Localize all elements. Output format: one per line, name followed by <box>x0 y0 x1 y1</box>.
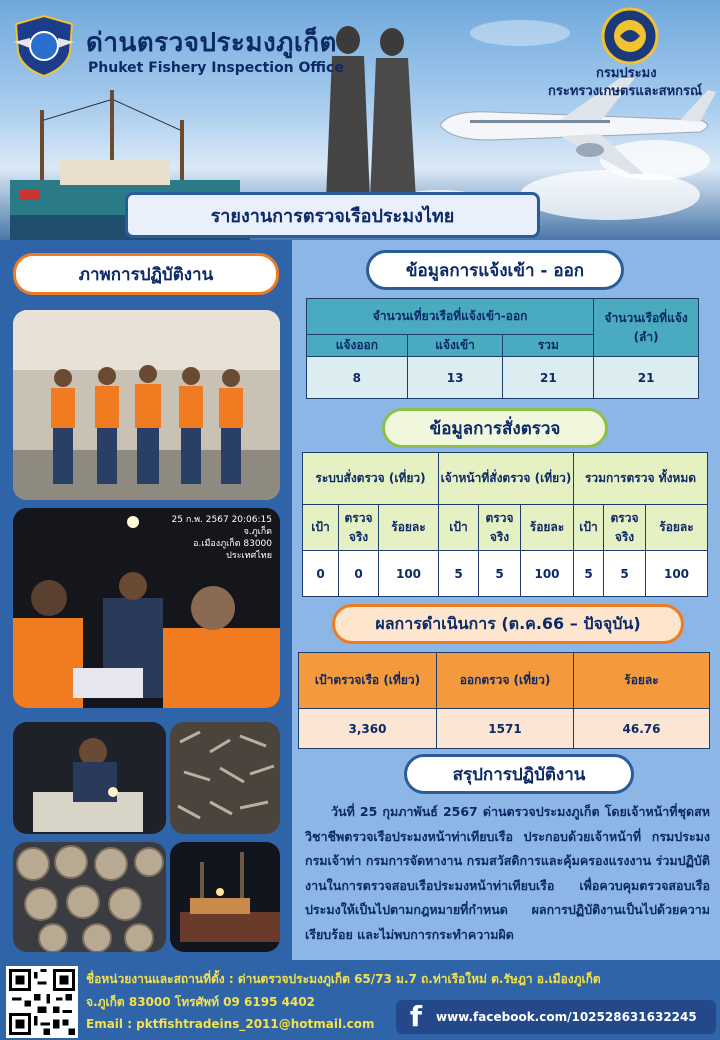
facebook-icon: f <box>409 1000 423 1033</box>
results-target-header: เป้าตรวจเรือ (เที่ยว) <box>299 653 437 709</box>
results-percent-header: ร้อยละ <box>574 653 710 709</box>
report-title: รายงานการตรวจเรือประมงไทย <box>125 192 540 238</box>
office-name-english: Phuket Fishery Inspection Office <box>88 60 344 76</box>
photo-section-title: ภาพการปฏิบัติงาน <box>13 253 279 295</box>
orders-table <box>302 452 708 597</box>
notification-total-value: 21 <box>503 357 594 399</box>
notification-group-header: จำนวนเที่ยวเรือที่แจ้งเข้า-ออก <box>307 299 594 335</box>
photo-location-province: จ.ภูเก็ต <box>243 527 272 537</box>
orders-officer-actual-header: ตรวจ จริง <box>479 505 521 551</box>
orders-total-percent-header: ร้อยละ <box>646 505 708 551</box>
results-section-title: ผลการดำเนินการ (ต.ค.66 – ปัจจุบัน) <box>332 604 684 644</box>
results-inspected-value: 1571 <box>437 709 574 749</box>
results-percent-value: 46.76 <box>574 709 710 749</box>
orders-system-actual: 0 <box>339 551 379 597</box>
orders-total-target-header: เป้า <box>574 505 604 551</box>
orders-officer-target-header: เป้า <box>439 505 479 551</box>
summary-text: วันที่ 25 กุมภาพันธ์ 2567 ด่านตรวจประมงภูเก็ต โดยเจ้าหน้าที่ชุดสหวิชาชีพตรวจเรือประมงหน้าท่าเทียบเรือ ประกอบด้วยเจ้าหน้าที่ กรมประมง กรมเจ้าท่า กรมการจัดหางาน กรมสวัสดิการและคุ้มครองแรงงาน ร่วมปฏิบัติงานในการตรวจสอบเรือประมงหน้าท่าเทียบเรือ เพื่อควบคุมตรวจสอบเรือประมงให้เป็นไปตามกฎหมายที่กำหนด ผลการปฏิบัติงานเป็นไปด้วยความเรียบร้อย และไม่พบการกระทำความผิด <box>305 804 710 942</box>
ministry-name: กระทรวงเกษตรและสหกรณ์ <box>548 84 703 99</box>
photo-boat-night <box>170 842 280 952</box>
notification-out-value: 8 <box>307 357 408 399</box>
orders-total-actual-header: ตรวจ จริง <box>604 505 646 551</box>
photo-timestamp: 25 ก.พ. 2567 20:06:15 <box>171 515 272 525</box>
notification-section-title: ข้อมูลการแจ้งเข้า - ออก <box>366 250 624 290</box>
orders-total-actual: 5 <box>604 551 646 597</box>
footer-email[interactable]: Email : pktfishtradeins_2011@hotmail.com <box>86 1017 375 1031</box>
department-name: กรมประมง <box>596 66 657 81</box>
notification-boats-header: จำนวนเรือที่แจ้ง (ลำ) <box>594 299 699 357</box>
photo-night-inspection <box>13 508 280 708</box>
notification-table <box>306 298 699 399</box>
results-target-value: 3,360 <box>299 709 437 749</box>
notification-total-header: รวม <box>503 335 594 357</box>
notification-in-header: แจ้งเข้า <box>407 335 503 357</box>
orders-officer-percent: 100 <box>521 551 574 597</box>
orders-system-actual-header: ตรวจ จริง <box>339 505 379 551</box>
photo-fish-catch <box>170 722 280 834</box>
orders-system-target: 0 <box>303 551 339 597</box>
footer-address-line2: จ.ภูเก็ต 83000 โทรศัพท์ 09 6195 4402 <box>86 995 316 1009</box>
photo-location-district: อ.เมืองภูเก็ต 83000 <box>193 539 272 549</box>
qr-code[interactable] <box>6 966 78 1038</box>
photo-document-check <box>13 722 166 834</box>
office-name-thai: ด่านตรวจประมงภูเก็ต <box>86 28 337 58</box>
facebook-url[interactable]: www.facebook.com/102528631632245 <box>436 1010 697 1024</box>
orders-officer-percent-header: ร้อยละ <box>521 505 574 551</box>
department-of-fisheries-seal <box>598 6 662 66</box>
notification-out-header: แจ้งออก <box>307 335 408 357</box>
orders-total-target: 5 <box>574 551 604 597</box>
notification-in-value: 13 <box>407 357 503 399</box>
orders-officer-header: เจ้าหน้าที่สั่งตรวจ (เที่ยว) <box>439 453 574 505</box>
orders-officer-actual: 5 <box>479 551 521 597</box>
orders-system-target-header: เป้า <box>303 505 339 551</box>
orders-total-percent: 100 <box>646 551 708 597</box>
orders-section-title: ข้อมูลการสั่งตรวจ <box>382 408 608 448</box>
results-table <box>298 652 710 749</box>
orders-system-percent-header: ร้อยละ <box>379 505 439 551</box>
fishery-inspection-logo <box>10 12 78 80</box>
footer-address-line1: ชื่อหน่วยงานและสถานที่ตั้ง : ด่านตรวจประมงภูเก็ต 65/73 ม.7 ถ.ท่าเรือใหม่ ต.รัษฎา อ.เมืองภูเก็ต <box>86 972 601 986</box>
orders-system-header: ระบบสั่งตรวจ (เที่ยว) <box>303 453 439 505</box>
results-inspected-header: ออกตรวจ (เที่ยว) <box>437 653 574 709</box>
photo-location-country: ประเทศไทย <box>226 551 272 561</box>
orders-total-header: รวมการตรวจ ทั้งหมด <box>574 453 708 505</box>
header-banner <box>0 0 720 240</box>
photo-fish-baskets <box>13 842 166 952</box>
notification-boats-value: 21 <box>594 357 699 399</box>
summary-section-title: สรุปการปฏิบัติงาน <box>404 754 634 794</box>
orders-system-percent: 100 <box>379 551 439 597</box>
photo-team-group <box>13 310 280 500</box>
orders-officer-target: 5 <box>439 551 479 597</box>
